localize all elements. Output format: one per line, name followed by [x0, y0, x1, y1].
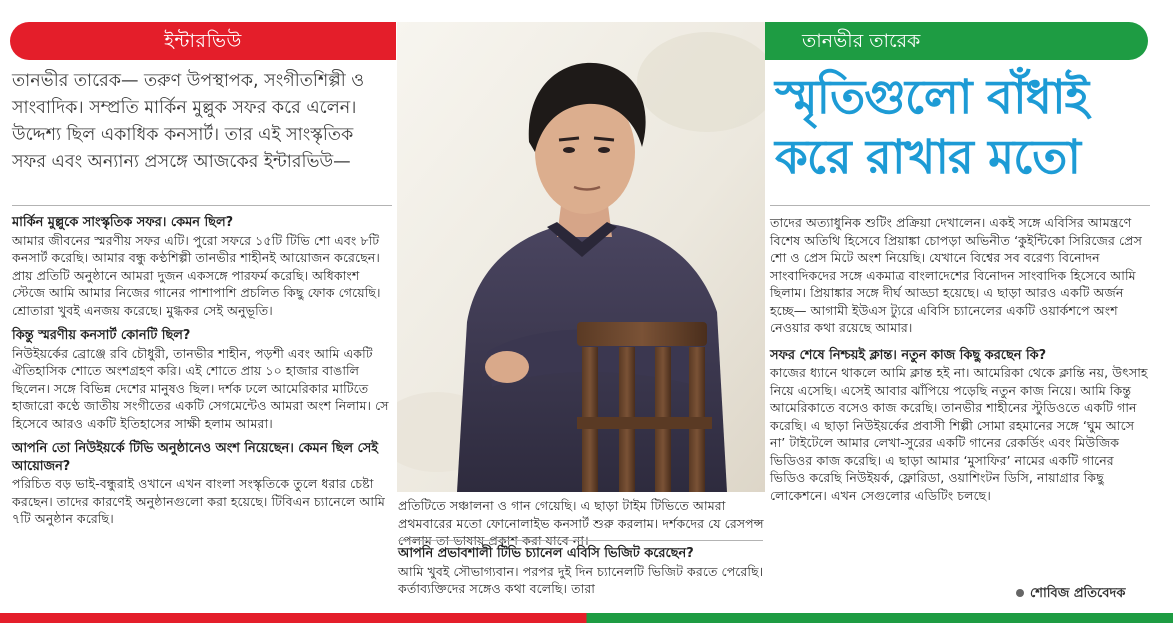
divider	[12, 205, 392, 206]
section-label-interview: ইন্টারভিউ	[164, 30, 242, 52]
column-middle-lower	[398, 545, 768, 598]
portrait-photo	[397, 22, 765, 492]
divider	[398, 540, 763, 541]
question-1: মার্কিন মুল্লুকে সাংস্কৃতিক সফর। কেমন ছিল?	[12, 215, 234, 230]
question-2: কিন্তু স্মরণীয় কনসার্ট কোনটি ছিল?	[12, 328, 191, 343]
answer-5: কাজের ধ্যানে থাকলে আমি ক্লান্ত হই না। আমেরিকা থেকে ক্লান্তি নয়, উৎসাহ নিয়ে এসেছি। এসেই আবার ঝাঁপিয়ে পড়েছি নতুন কাজ নিয়ে। আমি কিন্তু আমেরিকাতে বসেও কাজ করেছি। তানভীর শাহীনের স্টুডিওতে একটি গান করেছি। এ ছাড়া নিউইয়র্কের প্রবাসী শিল্পী সোমা রহমানের সঙ্গে ‘ঘুম আসে না’ টাইটেলে আমার লেখা-সুরের একটি গানের রেকর্ডিং এবং মিউজিক ভিডিওর কাজ করেছি। এ ছাড়া আমার ‘মুসাফির’ নামের একটি গানের ভিডিও করেছি নিউইয়র্ক, ফ্লোরিডা, ওয়াশিংটন ডিসি, নায়াগ্রার কিছু লোকেশনে। এখন সেগুলোর এডিটিং চলছে।	[770, 365, 1148, 503]
answer-4-continued: তাদের অত্যাধুনিক শুটিং প্রক্রিয়া দেখালেন। একই সঙ্গে এবিসির আমন্ত্রণে বিশেষ অতিথি হিসেবে প্রিয়াঙ্কা চোপড়া অভিনীত ‘কুইন্টিকো সিরিজের প্রেস শো ও প্রেস মিটে অংশ নিয়েছি। যেখানে বিশ্বের সব বরেণ্য বিনোদন সাংবাদিকদের সঙ্গে একমাত্র বাংলাদেশের বিনোদন সাংবাদিক হিসেবে আমি ছিলাম। প্রিয়াঙ্কার সঙ্গে দীর্ঘ আড্ডা হয়েছে। এ ছাড়া আরও একটি অর্জন হচ্ছে— আগামী ইউএস ট্যুরে এবিসি চ্যানেলের একটি ওয়ার্কশপে অংশ নেওয়ার কথা রয়েছে আমার।	[770, 215, 1142, 335]
answer-3-continued: প্রতিটিতে সঞ্চালনা ও গান গেয়েছি। এ ছাড়া টাইম টিভিতে আমরা প্রথমবারের মতো ফোনোলাইভ কনসার্ট শুরু করলাম। দর্শকদের যে রেসপন্স পেলাম তা ভাষায় প্রকাশ করা যাবে না।	[398, 498, 764, 548]
question-3: আপনি তো নিউইয়র্কে টিভি অনুষ্ঠানেও অংশ নিয়েছেন। কেমন ছিল সেই আয়োজন?	[12, 441, 378, 474]
answer-4: আমি খুবই সৌভাগ্যবান। পরপর দুই দিন চ্যানেলটি ভিজিট করতে পেরেছি। কর্তাব্যক্তিদের সঙ্গেও কথা বলেছি। তারা	[398, 563, 764, 596]
column-middle	[398, 497, 768, 550]
byline-name: তানভীর তারেক	[802, 30, 921, 52]
reporter-credit: শোবিজ প্রতিবেদক	[1030, 586, 1126, 601]
question-5: সফর শেষে নিশ্চয়ই ক্লান্ত। নতুন কাজ কিছু করছেন কি?	[770, 347, 1047, 363]
headline-line-1: স্মৃতিগুলো বাঁধাই	[775, 70, 1089, 125]
footer-stripe	[0, 613, 1173, 623]
column-right	[770, 214, 1150, 504]
answer-3: পরিচিত বড় ভাই-বন্ধুরাই ওখানে এখন বাংলা সংস্কৃতিকে তুলে ধরার চেষ্টা করছেন। তাদের কারণেই অনুষ্ঠানগুলো করা হয়েছে। টিবিএন চ্যানেলে আমি ৭টি অনুষ্ঠান করেছি।	[12, 476, 385, 526]
portrait-illustration	[397, 22, 765, 492]
headline-line-2: করে রাখার মতো	[775, 130, 1081, 185]
answer-1: আমার জীবনের স্মরণীয় সফর এটি। পুরো সফরে ১৫টি টিভি শো এবং ৮টি কনসার্ট করেছি। আমার বন্ধু কণ্ঠশিল্পী তানভীর শাহীনই আয়োজন করেছেন। প্রায় প্রতিটি অনুষ্ঠানে আমরা দুজন একসঙ্গে পারফর্ম করেছি। অধিকাংশ স্টেজে আমি আমার নিজের গানের পাশাপাশি প্রচলিত কিছু ফোক গেয়েছি। শ্রোতারা খুবই এনজয় করেছে। মুগ্ধকর সেই অনুভূতি।	[12, 232, 381, 318]
answer-2: নিউইয়র্কের ব্রোঞ্জে রবি চৌধুরী, তানভীর শাহীন, পড়শী এবং আমি একটি ঐতিহাসিক শোতে অংশগ্রহণ করি। এই শোতে প্রায় ১০ হাজার বাঙালি ছিলেন। সঙ্গে বিভিন্ন দেশের মানুষও ছিল। দর্শক ঢলে আমেরিকার মাটিতে হাজারো কণ্ঠে জাতীয় সংগীতের একটি সেগমেন্টেও আমরা অংশ নিলাম। সে হিসেবে আরও একটি ইতিহাসের সাক্ষী হলাম আমরা।	[12, 345, 389, 431]
headline	[775, 68, 1155, 188]
question-4: আপনি প্রভাবশালী টিভি চ্যানেল এবিসি ভিজিট করেছেন?	[398, 546, 694, 561]
column-left	[12, 214, 392, 528]
divider	[770, 205, 1150, 206]
intro-paragraph: তানভীর তারেক— তরুণ উপস্থাপক, সংগীতশিল্পী ও সাংবাদিক। সম্প্রতি মার্কিন মুল্লুক সফর করে এলেন। উদ্দেশ্য ছিল একাধিক কনসার্ট। তার এই সাংস্কৃতিক সফর এবং অন্যান্য প্রসঙ্গে আজকের ইন্টারভিউ—	[12, 71, 365, 172]
bullet-icon	[1016, 589, 1024, 597]
